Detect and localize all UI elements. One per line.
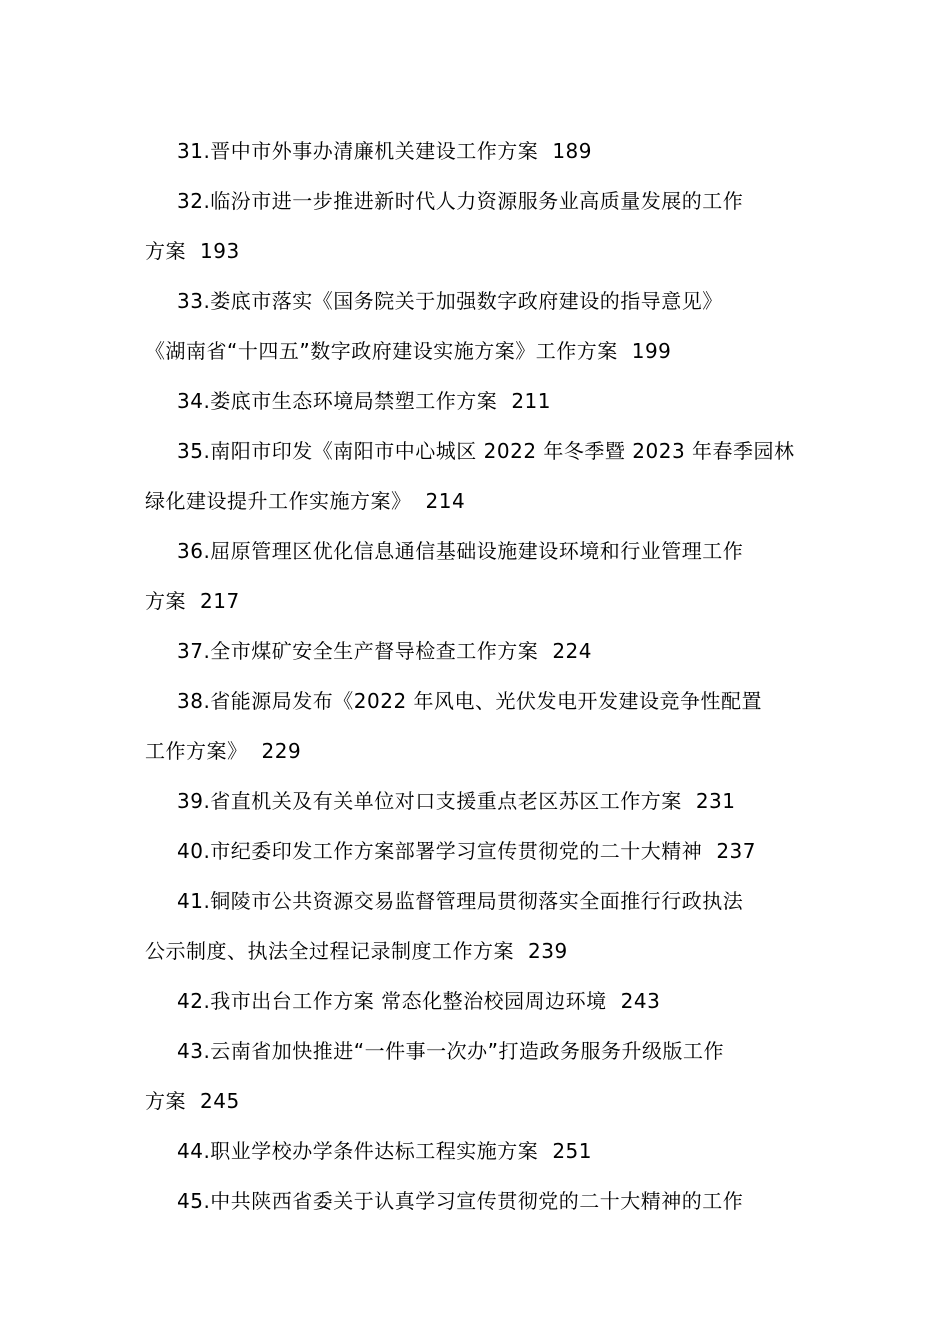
toc-page-number: 237 — [716, 839, 756, 863]
toc-entry-text: 方案 — [145, 589, 186, 613]
toc-entry-text: 45.中共陕西省委关于认真学习宣传贯彻党的二十大精神的工作 — [177, 1189, 744, 1213]
toc-entry-text: 35.南阳市印发《南阳市中心城区 2022 年冬季暨 2023 年春季园林 — [177, 439, 795, 463]
toc-page-number: 193 — [200, 239, 240, 263]
toc-entry-text: 36.屈原管理区优化信息通信基础设施建设环境和行业管理工作 — [177, 539, 744, 563]
toc-line — [145, 1076, 810, 1126]
toc-page-number: 211 — [511, 389, 551, 413]
toc-line — [145, 1176, 810, 1226]
toc-line — [145, 526, 810, 576]
toc-entry-text: 公示制度、执法全过程记录制度工作方案 — [145, 939, 514, 963]
toc-line — [145, 876, 810, 926]
toc-entry-text: 38.省能源局发布《2022 年风电、光伏发电开发建设竞争性配置 — [177, 689, 763, 713]
toc-entry-text: 《湖南省“十四五”数字政府建设实施方案》工作方案 — [145, 339, 618, 363]
toc-line — [145, 226, 810, 276]
toc-page-number: 229 — [261, 739, 302, 763]
toc-page-number: 214 — [425, 489, 466, 513]
toc-line — [145, 176, 810, 226]
toc-entry-text: 44.职业学校办学条件达标工程实施方案 — [177, 1139, 539, 1163]
toc-entry-text: 方案 — [145, 239, 186, 263]
toc-line — [145, 776, 810, 826]
toc-line — [145, 126, 810, 176]
toc-entry-text: 32.临汾市进一步推进新时代人力资源服务业高质量发展的工作 — [177, 189, 744, 213]
toc-line — [145, 576, 810, 626]
toc-page-number: 245 — [200, 1089, 240, 1113]
toc-line — [145, 926, 810, 976]
toc-entry-text: 33.娄底市落实《国务院关于加强数字政府建设的指导意见》 — [177, 289, 723, 313]
toc-entry-text: 42.我市出台工作方案 常态化整治校园周边环境 — [177, 989, 607, 1013]
toc-line — [145, 1026, 810, 1076]
toc-entry-text: 43.云南省加快推进“一件事一次办”打造政务服务升级版工作 — [177, 1039, 725, 1063]
toc-page-number: 251 — [552, 1139, 592, 1163]
toc-entry-text: 方案 — [145, 1089, 186, 1113]
toc-line — [145, 376, 810, 426]
toc-entry-text: 34.娄底市生态环境局禁塑工作方案 — [177, 389, 498, 413]
toc-line — [145, 726, 810, 776]
toc-line — [145, 426, 810, 476]
toc-entry-text: 41.铜陵市公共资源交易监督管理局贯彻落实全面推行行政执法 — [177, 889, 744, 913]
toc-line — [145, 326, 810, 376]
toc-page-number: 224 — [552, 639, 592, 663]
toc-page-number: 243 — [620, 989, 661, 1013]
toc-page-number: 217 — [200, 589, 240, 613]
toc-entry-text: 39.省直机关及有关单位对口支援重点老区苏区工作方案 — [177, 789, 682, 813]
toc-page-number: 199 — [631, 339, 672, 363]
toc-page-number: 189 — [552, 139, 592, 163]
toc-page-number: 239 — [528, 939, 568, 963]
toc-entry-text: 31.晋中市外事办清廉机关建设工作方案 — [177, 139, 539, 163]
toc-entry-text: 工作方案》 — [145, 739, 248, 763]
toc-entry-text: 绿化建设提升工作实施方案》 — [145, 489, 412, 513]
toc-line — [145, 276, 810, 326]
toc-entry-text: 37.全市煤矿安全生产督导检查工作方案 — [177, 639, 539, 663]
toc-page-number: 231 — [695, 789, 736, 813]
toc-line — [145, 676, 810, 726]
table-of-contents — [145, 126, 810, 1226]
toc-line — [145, 1126, 810, 1176]
toc-line — [145, 976, 810, 1026]
toc-entry-text: 40.市纪委印发工作方案部署学习宣传贯彻党的二十大精神 — [177, 839, 703, 863]
toc-line — [145, 626, 810, 676]
toc-line — [145, 826, 810, 876]
toc-line — [145, 476, 810, 526]
